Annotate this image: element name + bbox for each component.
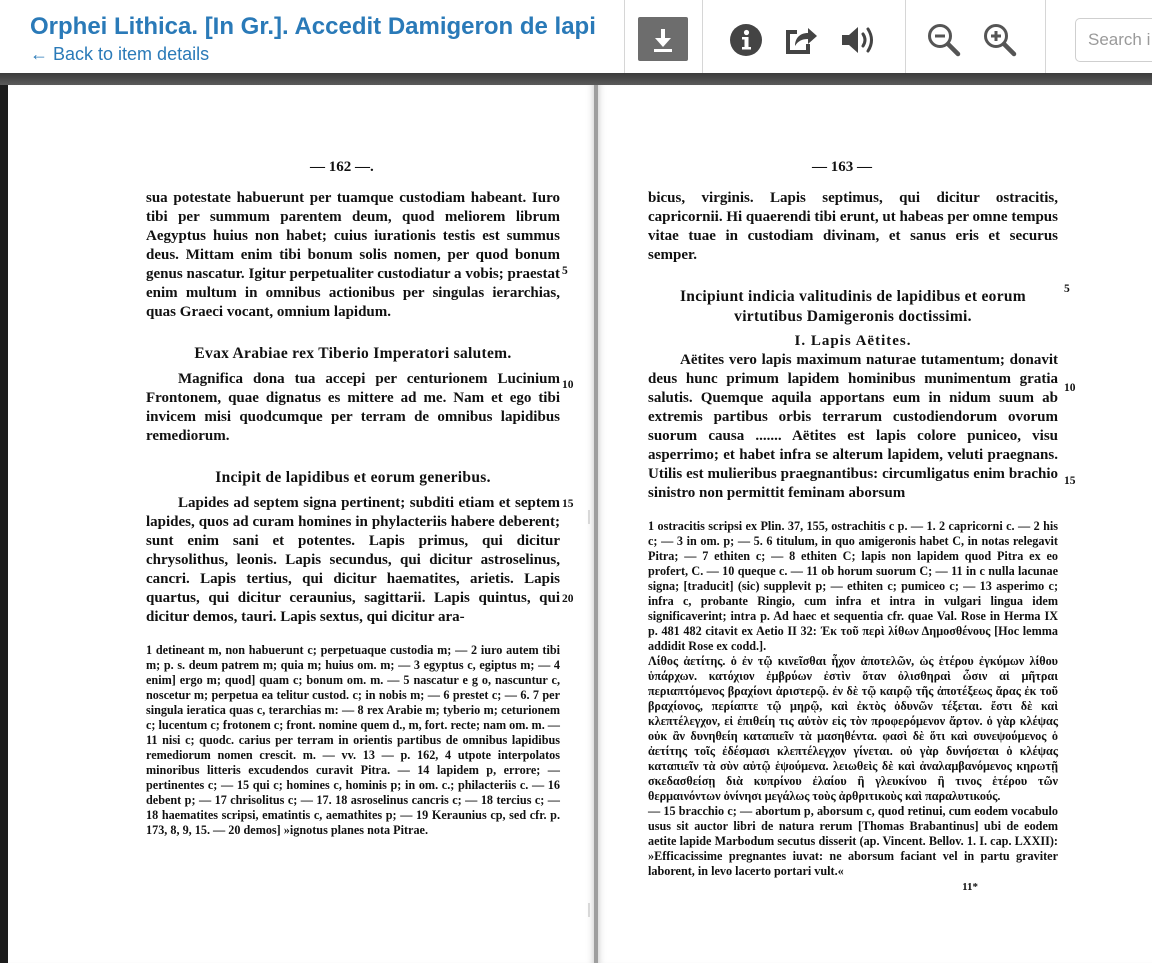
left-intro-paragraph: sua potestate habuerunt per tuamque custodiam habeant. Iuro tibi per summum parentem deum, quod meliorem librum Aegyptus huius non habet; cuius iurationis testis est summus deus. Mittam enim tibi bonum solis nomen, per quod bonum genus nascatur. Igitur perpetualiter custodiatur a vobis; praestat enim multum in omnibus actionibus per singulas ierarchias, quas Graeci vocant, omnium lapidum. [146, 190, 560, 320]
back-link-label: Back to item details [53, 44, 210, 64]
left-paragraph-magnifica: Magnifica dona tua accepi per centurionem Lucinium Frontonem, quae dignatus es mittere ad me. Nam et ego tibi invicem misi quodcumque per terram de omnibus lapidibus remediorum. [146, 371, 560, 444]
right-page-text [648, 189, 1058, 893]
left-page[interactable] [8, 85, 594, 963]
line-number: 5 [1064, 283, 1070, 295]
line-number: 10 [1064, 382, 1076, 394]
right-paragraph-aetites: Aëtites vero lapis maximum naturae tutamentum; donavit deus hunc primum lapidem hominibus munimentum gratia salutis. Quemque aquila apportans eum in nidum suum ab extremis partibus orbis terrarum custodiendorum ovorum suorum causa ....... Aëtites est lapis colore puniceo, visu asperrimo; et habet infra se alterum lapidem, veluti praegnans. Utilis est mulieribus praegnantibus: circumligatus enim brachio sinistro non permittit feminam aborsum [648, 352, 1058, 501]
toolbar-divider [624, 0, 625, 73]
page-number-right: — 163 — [812, 159, 872, 175]
download-button[interactable] [638, 17, 688, 61]
toolbar-divider [905, 0, 906, 73]
line-number: 15 [1064, 475, 1076, 487]
line-number: 10 [562, 379, 574, 391]
right-page[interactable] [598, 85, 1152, 963]
right-footnotes: 1 ostracitis scripsi ex Plin. 37, 155, ostrachitis c p. — 1. 2 capricorni c. — 2 his c; — 3 in om. p; — 5. 6 titulum, in quo amigeronis habet C, in notas relegavit Pitra; — 7 ethiten c; — 8 ethiten C; lapis non lapidem quod Pitra ex eo profert, C. — 10 queque c. — 11 ob horum suorum C; — 11 in c nulla lacunae signa; [traducit] (sic) supplevit p; — ethiten c; pumiceo c; — 13 asperimo c; infra c, probante Ringio, cum infra et intra in vulgari lingua idem significaverint; intra p. Ad haec et sequentia cfr. quae Val. Rose in Herma IX p. 481 482 citavit ex Aetio II 32: Ἐκ τοῦ περὶ λίθων Δημοσθένους [Hoc lemma addidit Rose ex codd.]. [648, 519, 1058, 653]
left-page-text [146, 189, 560, 838]
download-icon [638, 17, 688, 61]
toolbar-divider [702, 0, 703, 73]
left-paragraph-lapides: Lapides ad septem signa pertinent; subditi etiam et septem lapides, quos ad curam homines in phylacteriis habere deberent; sunt enim sani et potentes. Lapis primus, qui dicitur chrysolithus, leonis. Lapis secundus, qui dicitur astroselinus, cancri. Lapis tertius, qui dicitur haematites, arietis. Lapis quartus, qui dicitur ceraunius, sagittarii. Lapis quintus, qui dicitur demos, tauri. Lapis sextus, qui dicitur ara- [146, 495, 560, 625]
line-number: 5 [562, 265, 568, 277]
line-number: 20 [562, 593, 574, 605]
right-intro-paragraph: bicus, virginis. Lapis septimus, qui dicitur ostracitis, capricornii. Hi quaerendi tibi erunt, ut habeas per omne tempus vitae tuae in custodiam divinam, et sanus eris et securus semper. [648, 190, 1058, 263]
toolbar-divider [1045, 0, 1046, 73]
scan-mark [588, 903, 590, 917]
zoom-out-icon[interactable] [924, 20, 964, 60]
page-number-left: — 162 —. [310, 159, 374, 175]
right-greek-quotation: Λίθος ἀετίτης. ὁ ἐν τῷ κινεῖσθαι ἦχον ἀποτελῶν, ὡς ἑτέρου ἐγκύμων λίθου ὑπάρχων. κατόχιον ἐμβρύων ἐστὶν ὅταν ὀλισθηραὶ ὦσιν αἱ μῆτραι περιαπτόμενος βραχίονι ἀριστερῷ. ἐν δὲ τῷ καιρῷ τῆς ἀποτέξεως ἄρας ἐκ τοῦ βραχίονος, περίαπτε τῷ μηρῷ, καὶ ἐκτὸς ὀδυνῶν τέξεται. ἔστι δὲ καὶ κλεπτέλεγχον, εἰ ἐπιθείη τις αὐτὸν εἰς τὸν προφερόμενον ἄρτον. ὁ γὰρ κλέψας οὐκ ἂν δυνηθείη καταπιεῖν τὰ μασηθέντα. φασὶ δὲ ὅτι καὶ συνεψούμενος ὁ ἀετίτης τοῖς ἐδέσμασι κλεπτέλεγχον γίνεται. οὐ γὰρ δυνήσεται ὁ κλέψας καταπιεῖν τὰ σὺν αὐτῷ ἑψούμενα. λειωθεὶς δὲ καὶ ἀναλαμβανόμενος κηρωτῇ σκεδασθείσῃ διὰ κυπρίνου ἐλαίου ἢ γλευκίνου ἢ τινος ἑτέρου τῶν θερμαινόντων ὀνίνησι μεγάλως τοὺς ἀρθριτικοὺς καὶ παραλυτικούς. [648, 654, 1058, 803]
line-number: 15 [562, 498, 574, 510]
zoom-in-icon[interactable] [980, 20, 1020, 60]
right-footnotes-end: — 15 bracchio c; — abortum p, aborsum c, quod retinui, cum eodem vocabulo usus sit auctor libri de natura rerum [Thomas Brabantinus] ubi de eodem aetite lapide Marbodum secutus disserit (ap. Vincent. Bellov. 1. I. cap. LXXII): »Efficacissime pregnantes iuvat: ne aborsum faciant vel in partu graviter laborent, in levo lacerto portari vult.« [648, 804, 1058, 878]
title-block [30, 12, 620, 65]
viewer-toolbar [0, 0, 1152, 73]
signature-mark: 11* [962, 881, 978, 893]
search-input[interactable] [1075, 18, 1152, 62]
scan-mark [588, 510, 590, 524]
right-heading-incipiunt: Incipiunt indicia valitudinis de lapidibus et eorum virtutibus Damigeronis doctissimi. [679, 288, 1027, 325]
share-icon[interactable] [780, 20, 820, 60]
viewer-left-edge [0, 85, 8, 963]
left-footnotes: 1 detineant m, non habuerunt c; perpetuaque custodia m; — 2 iuro autem tibi m; p. s. deum patrem m; quia m; huius om. m; — 3 egyptus c, egiptus m; — 4 enim] ergo m; quod] quam c; bonum om. m. — 5 nascatur e g o, nascuntur c, noscetur m; perpetua ea telitur custod. c; in nobis m; — 6 prestet c; — 6. 7 per singula ieratica quas c, terarchias m: — 8 rex Arabie m; tyberio m; ceturionem c; lucentum c; frotonem c; front. nomine quem d., m, fort. recte; nam om. m. — 11 nisi c; quodc. carius per terram in orientis partibus de omnibus lapidibus remediorum nomen crescit. m. — vv. 13 — p. 162, 4 utpote interpolatos minoribus litteris excudendos curavit Pitra. — 14 lapidem p, errore; — pertinentes c; — 15 qui c; homines c, hominis p; in om. c.; philacteriis c. — 16 debent p; — 17 chrisolitus c; — 17. 18 asroselinus cancris c; — 18 tercius c; — 18 haematites scripsi, ematintis c, aemathites p; — 19 Keraunius cp, sed cfr. p. 173, 8, 9, 15. — 20 demos] »ignotus planes nota Pitrae. [146, 643, 560, 837]
left-heading-evax: Evax Arabiae rex Tiberio Imperatori salutem. [194, 345, 512, 362]
book-viewer[interactable] [0, 85, 1152, 963]
audio-icon[interactable] [838, 20, 878, 60]
back-to-item-link[interactable] [30, 43, 620, 65]
left-heading-incipit: Incipit de lapidibus et eorum generibus. [215, 469, 491, 486]
info-icon[interactable] [726, 20, 766, 60]
right-subheading-aetites: I. Lapis Aëtites. [794, 333, 912, 349]
document-title[interactable]: Orphei Lithica. [In Gr.]. Accedit Damigeron de lapi [30, 13, 596, 40]
toolbar-shadow [0, 73, 1152, 85]
back-arrow-icon: ← [30, 44, 48, 64]
